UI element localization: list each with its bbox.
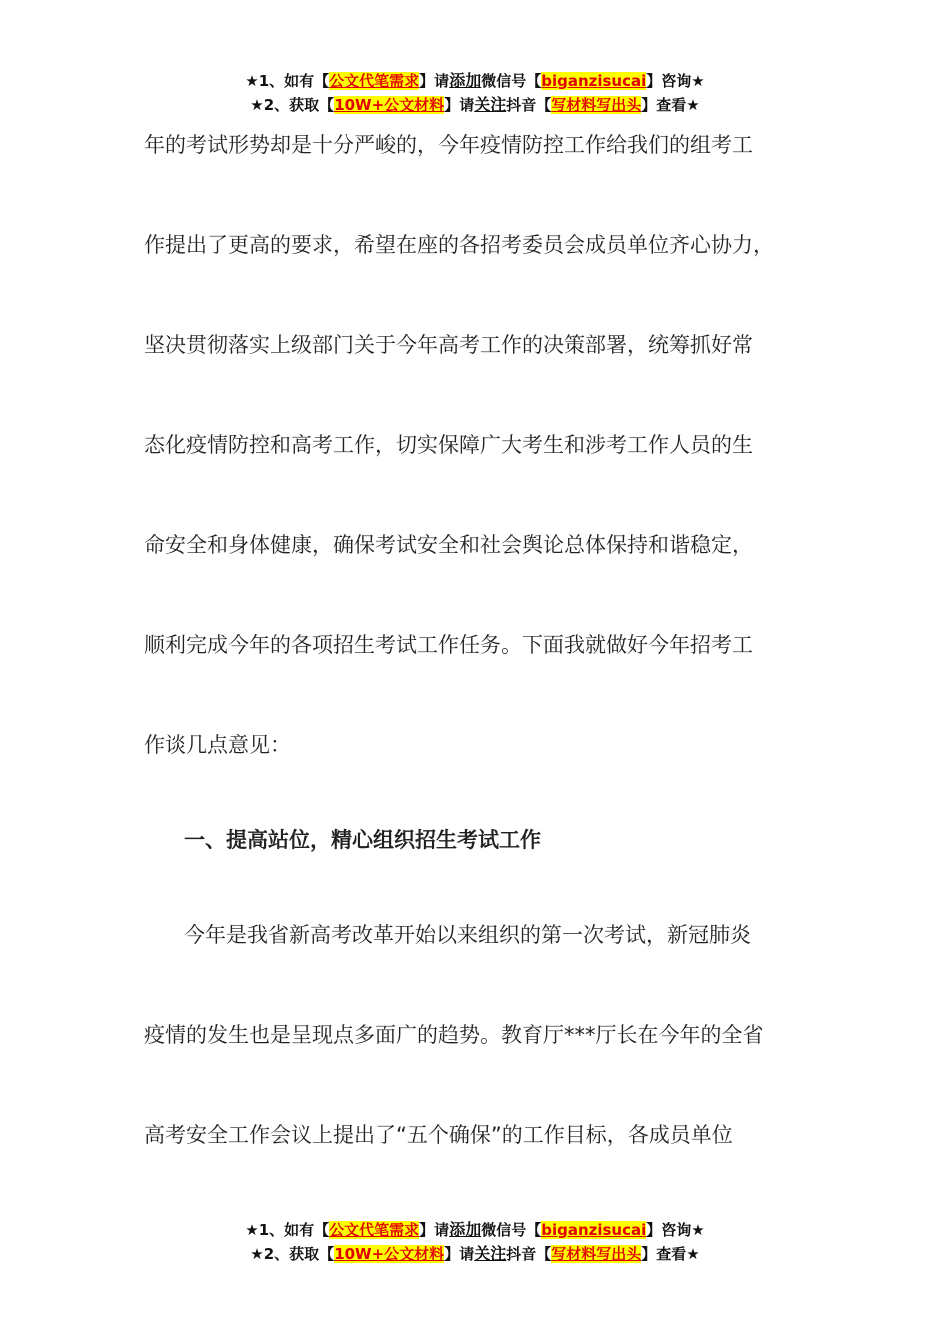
body-line: 态化疫情防控和高考工作，切实保障广大考生和涉考工作人员的生: [144, 433, 753, 457]
body-line: 年的考试形势却是十分严峻的，今年疫情防控工作给我们的组考工: [144, 133, 753, 157]
banner-text: 微信号【: [481, 1221, 542, 1239]
banner-text: 】请: [444, 1245, 475, 1263]
banner-highlight: biganzisucai: [541, 1221, 647, 1239]
banner-text: 】咨询★: [646, 72, 705, 90]
banner-text: 抖音【: [506, 96, 552, 114]
banner-highlight: 写材料写出头: [551, 1245, 642, 1263]
banner-text: 抖音【: [506, 1245, 552, 1263]
banner-text: 】请: [419, 72, 450, 90]
body-line: 作提出了更高的要求，希望在座的各招考委员会成员单位齐心协力，: [144, 233, 774, 257]
banner-text: ★2、获取【: [250, 1245, 335, 1263]
banner-highlight: 写材料写出头: [551, 96, 642, 114]
banner-underline: 添加: [449, 1220, 482, 1239]
banner-line-1: [0, 69, 950, 93]
banner-text: 微信号【: [481, 72, 542, 90]
body-line: 高考安全工作会议上提出了“五个确保”的工作目标，各成员单位: [144, 1123, 733, 1147]
body-line: 作谈几点意见：: [144, 733, 291, 757]
banner-text: 】请: [419, 1221, 450, 1239]
body-line: 命安全和身体健康，确保考试安全和社会舆论总体保持和谐稳定，: [144, 533, 753, 557]
section-heading: 一、提高站位，精心组织招生考试工作: [184, 828, 541, 852]
banner-text: ★1、如有【: [245, 72, 330, 90]
banner-underline: 关注: [474, 95, 507, 114]
banner-text: 】查看★: [641, 1245, 700, 1263]
banner-highlight: 公文代笔需求: [329, 72, 420, 90]
banner-text: ★2、获取【: [250, 96, 335, 114]
banner-underline: 关注: [474, 1244, 507, 1263]
banner-highlight: 公文代笔需求: [329, 1221, 420, 1239]
body-line: 坚决贯彻落实上级部门关于今年高考工作的决策部署，统筹抓好常: [144, 333, 753, 357]
banner-highlight: 10W+公文材料: [334, 96, 445, 114]
banner-highlight: 10W+公文材料: [334, 1245, 445, 1263]
banner-highlight: biganzisucai: [541, 72, 647, 90]
footer-banner: [0, 1218, 950, 1266]
banner-text: ★1、如有【: [245, 1221, 330, 1239]
banner-text: 】咨询★: [646, 1221, 705, 1239]
document-body: [144, 95, 824, 1185]
banner-underline: 添加: [449, 71, 482, 90]
body-line: 顺利完成今年的各项招生考试工作任务。下面我就做好今年招考工: [144, 633, 753, 657]
banner-text: 】请: [444, 96, 475, 114]
body-line: 疫情的发生也是呈现点多面广的趋势。教育厅***厅长在今年的全省: [144, 1023, 764, 1047]
banner-line-1: [0, 1218, 950, 1242]
body-line: 今年是我省新高考改革开始以来组织的第一次考试，新冠肺炎: [184, 923, 751, 947]
banner-line-2: [0, 1242, 950, 1266]
banner-text: 】查看★: [641, 96, 700, 114]
